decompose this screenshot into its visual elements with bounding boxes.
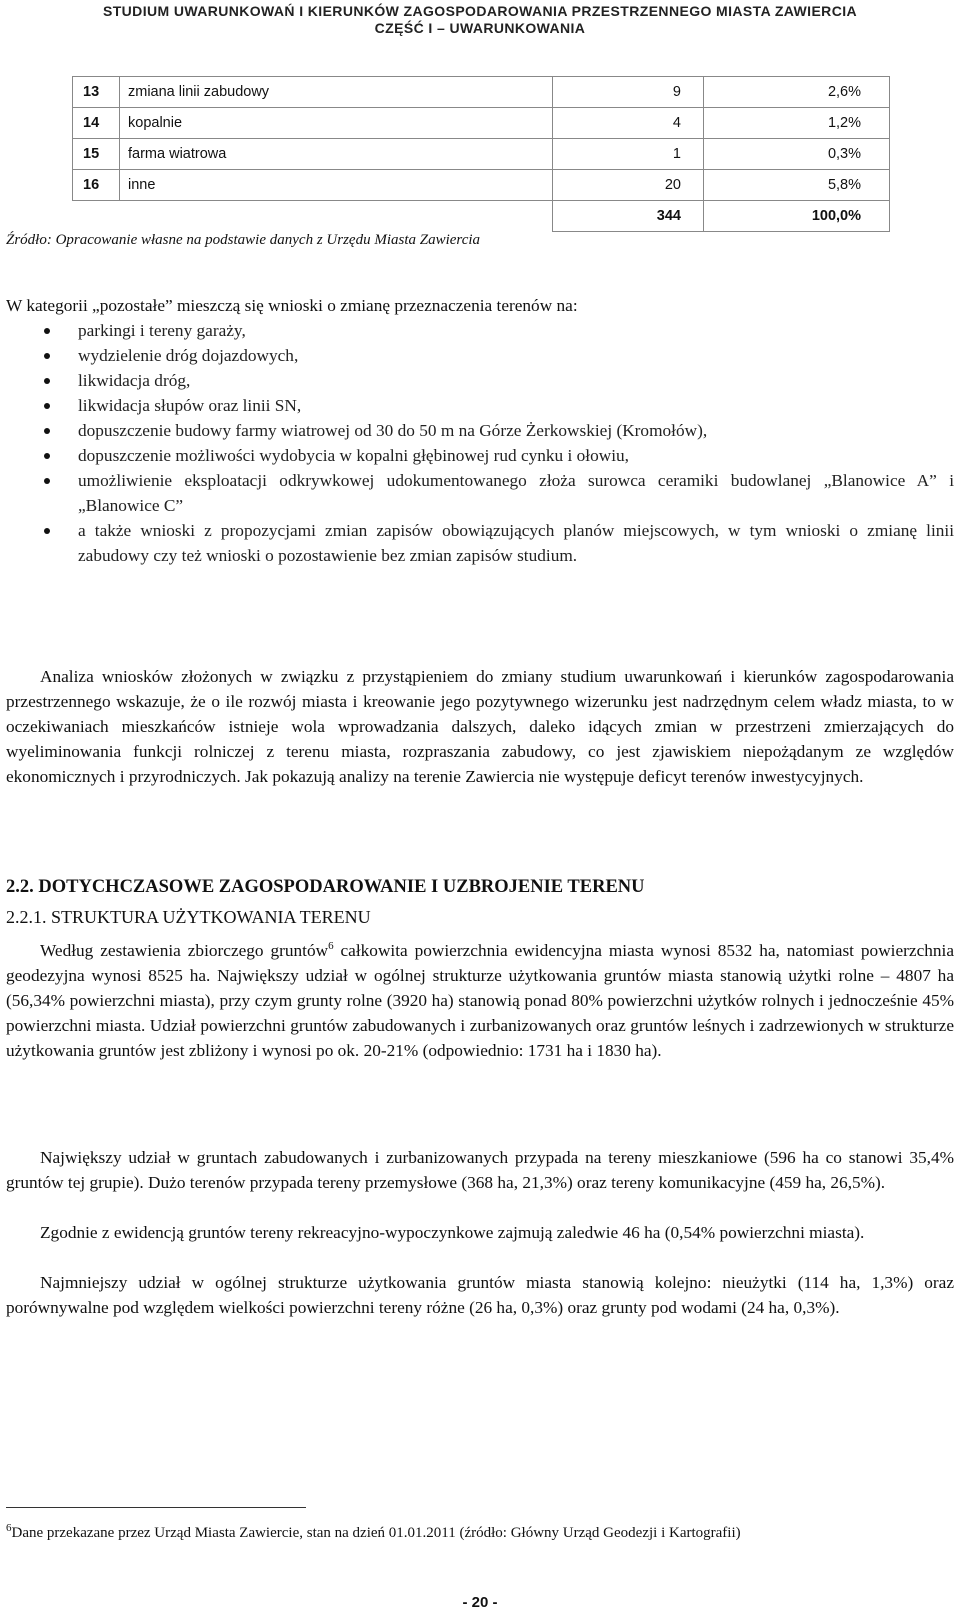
list-item: parkingi i tereny garaży, — [0, 318, 954, 343]
list-item: dopuszczenie budowy farmy wiatrowej od 30 do 50 m na Górze Żerkowskiej (Kromołów), — [0, 418, 954, 443]
table-source-note: Źródło: Opracowanie własne na podstawie danych z Urzędu Miasta Zawiercia — [6, 232, 481, 248]
row-percent: 5,8% — [704, 170, 890, 201]
total-count: 344 — [553, 201, 704, 232]
land-use-paragraph: Według zestawienia zbiorczego gruntów$^6$ całkowita powierzchnia ewidencyjna miasta wynosi 8532 ha, natomiast powierzchnia geodezyjna wynosi 8525 ha. Największy udział w ogólnej strukturze użytkowania gruntów miasta stanowią użytki rolne – 4807 ha (56,34% powierzchni miasta), przy czym grunty rolne (3920 ha) stanowią ponad 80% powierzchni użytków rolnych i jednocześnie 45% powierzchni miasta. Udział powierzchni gruntów zabudowanych i zurbanizowanych oraz gruntów leśnych i zadrzewionych w strukturze użytkowania gruntów jest zbliżony i wynosi po ok. 20-21% (odpowiednio: 1731 ha i 1830 ha). — [6, 940, 954, 1060]
built-up-paragraph: Największy udział w gruntach zabudowanych i zurbanizowanych przypada na tereny mieszkaniowe (596 ha co stanowi 35,4% gruntów tej grupie). Dużo terenów przypada tereny przemysłowe (368 ha, 21,3%) oraz tereny komunikacyjne (459 ha, 26,5%). — [6, 1148, 954, 1192]
row-percent: 1,2% — [704, 108, 890, 139]
running-header-part: CZĘŚĆ I – UWARUNKOWANIA — [374, 20, 586, 36]
row-category: farma wiatrowa — [120, 139, 553, 170]
row-percent: 0,3% — [704, 139, 890, 170]
section-heading: 2.2. DOTYCHCZASOWE ZAGOSPODAROWANIE I UZBROJENIE TERENU — [6, 877, 645, 897]
subsection-heading: 2.2.1. STRUKTURA UŻYTKOWANIA TERENU — [6, 907, 371, 927]
row-percent: 2,6% — [704, 77, 890, 108]
list-item: a także wnioski z propozycjami zmian zapisów obowiązujących planów miejscowych, w tym wnioski o zmianę linii zabudowy czy też wnioski o pozostawienie bez zmian zapisów studium. — [0, 518, 954, 568]
row-count: 1 — [553, 139, 704, 170]
row-number: 13 — [73, 77, 120, 108]
row-category: zmiana linii zabudowy — [120, 77, 553, 108]
table-total-row — [73, 201, 890, 232]
row-number: 16 — [73, 170, 120, 201]
table-row — [73, 139, 890, 170]
table-row — [73, 77, 890, 108]
table-row — [73, 170, 890, 201]
footnote-ref: 6 — [328, 940, 334, 952]
list-item: likwidacja słupów oraz linii SN, — [0, 393, 954, 418]
row-category: inne — [120, 170, 553, 201]
list-item: dopuszczenie możliwości wydobycia w kopalni głębinowej rud cynku i ołowiu, — [0, 443, 954, 468]
recreation-paragraph: Zgodnie z ewidencją gruntów tereny rekreacyjno-wypoczynkowe zajmują zaledwie 46 ha (0,54% powierzchni miasta). — [40, 1223, 865, 1242]
footnote: $^6$Dane przekazane przez Urząd Miasta Zawiercie, stan na dzień 01.01.2011 (źródło: Główny Urząd Geodezji i Kartografii) — [6, 1522, 741, 1541]
list-item: likwidacja dróg, — [0, 368, 954, 393]
list-item: umożliwienie eksploatacji odkrywkowej udokumentowanego złoża surowca ceramiki budowlanej „Blanowice A” i „Blanowice C” — [0, 468, 954, 518]
row-count: 20 — [553, 170, 704, 201]
bullet-list — [0, 318, 954, 568]
total-percent: 100,0% — [704, 201, 890, 232]
analysis-paragraph: Analiza wniosków złożonych w związku z przystąpieniem do zmiany studium uwarunkowań i kierunków zagospodarowania przestrzennego wskazuje, że o ile rozwój miasta i kreowanie jego pozytywnego wizerunku jest nadrzędnym celem władz miasta, to w oczekiwaniach mieszkańców istnieje wola wprowadzania dalszych, daleko idących zmian w przestrzeni zmierzających do wyeliminowania funkcji rolniczej z terenu miasta, rozpraszania zabudowy, co jest zjawiskiem niepożądanym ze względów ekonomicznych i przyrodniczych. Jak pokazują analizy na terenie Zawiercia nie występuje deficyt terenów inwestycyjnych. — [6, 667, 954, 786]
table-row — [73, 108, 890, 139]
row-category: kopalnie — [120, 108, 553, 139]
footnote-separator — [6, 1507, 306, 1508]
applications-table — [72, 76, 890, 232]
row-number: 15 — [73, 139, 120, 170]
row-count: 9 — [553, 77, 704, 108]
row-number: 14 — [73, 108, 120, 139]
intro-paragraph: W kategorii „pozostałe” mieszczą się wnioski o zmianę przeznaczenia terenów na: — [6, 296, 578, 315]
list-item: wydzielenie dróg dojazdowych, — [0, 343, 954, 368]
smallest-share-paragraph: Najmniejszy udział w ogólnej strukturze użytkowania gruntów miasta stanowią kolejno: nieużytki (114 ha, 1,3%) oraz porównywalne pod względem wielkości powierzchni tereny różne (26 ha, 0,3%) oraz grunty pod wodami (24 ha, 0,3%). — [6, 1273, 954, 1317]
running-header-title: STUDIUM UWARUNKOWAŃ I KIERUNKÓW ZAGOSPODAROWANIA PRZESTRZENNEGO MIASTA ZAWIERCIA — [102, 3, 858, 19]
page-number: - 20 - — [462, 1594, 498, 1611]
row-count: 4 — [553, 108, 704, 139]
